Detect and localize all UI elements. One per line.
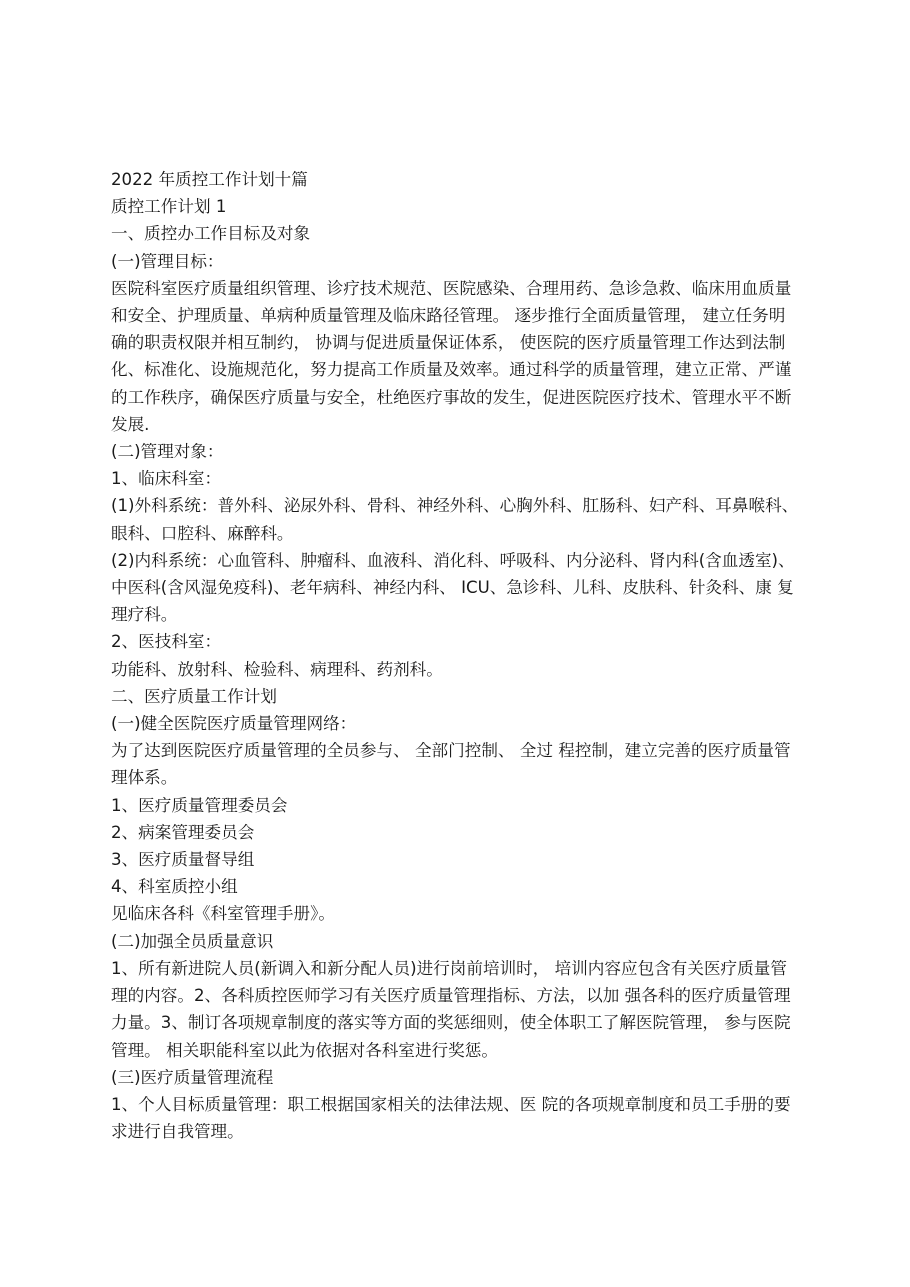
section-heading: 质控工作计划 1 bbox=[111, 197, 227, 217]
paragraph: 医院科室医疗质量组织管理、诊疗技术规范、医院感染、合理用药、急诊急救、临床用血质量和安全、护理质量、单病种质量管理及临床路径管理。 逐步推行全面质量管理， 建立任务明确的职责权限并相互制约， 协调与促进质量保证体系， 使医院的医疗质量管理工作达到法制化、标准化、设施规范化，努力提高工作质量及效率。通过科学的质量管理，建立正常、严谨的工作秩序，确保医疗质量与安全，杜绝医疗事故的发生，促进医院医疗技术、管理水平不断发展. bbox=[111, 278, 792, 434]
subsection-heading: (二)加强全员质量意识 bbox=[111, 931, 274, 951]
list-item: 2、病案管理委员会 bbox=[111, 822, 255, 842]
list-item: 1、临床科室： bbox=[111, 469, 222, 489]
section-heading: 二、医疗质量工作计划 bbox=[111, 686, 277, 706]
subsection-heading: (二)管理对象： bbox=[111, 442, 224, 462]
paragraph: 见临床各科《科室管理手册》。 bbox=[111, 904, 336, 924]
document-page bbox=[111, 166, 801, 1145]
document-title: 2022 年质控工作计划十篇 bbox=[111, 170, 308, 189]
paragraph: 为了达到医院医疗质量管理的全员参与、 全部门控制、 全过 程控制，建立完善的医疗质量管理体系。 bbox=[111, 741, 791, 788]
list-item: 1、医疗质量管理委员会 bbox=[111, 795, 288, 815]
subsection-heading: (一)健全医院医疗质量管理网络： bbox=[111, 714, 357, 734]
subsection-heading: (一)管理目标： bbox=[111, 251, 224, 271]
subsection-heading: (三)医疗质量管理流程 bbox=[111, 1067, 274, 1087]
paragraph: 1、所有新进院人员(新调入和新分配人员)进行岗前培训时， 培训内容应包含有关医疗质量管理的内容。2、各科质控医师学习有关医疗质量管理指标、方法，以加 强各科的医疗质量管理力量。3、制订各项规章制度的落实等方面的奖惩细则，使全体职工了解医院管理， 参与医院管理。 相关职能科室以此为依据对各科室进行奖惩。 bbox=[111, 958, 791, 1060]
list-item: 4、科室质控小组 bbox=[111, 877, 238, 897]
list-item: 2、医技科室： bbox=[111, 632, 222, 652]
list-item: 3、医疗质量督导组 bbox=[111, 850, 255, 870]
paragraph: 1、个人目标质量管理：职工根据国家相关的法律法规、医 院的各项规章制度和员工手册的要求进行自我管理。 bbox=[111, 1094, 791, 1142]
paragraph: 功能科、放射科、检验科、病理科、药剂科。 bbox=[111, 659, 443, 679]
paragraph: (1)外科系统：普外科、泌尿外科、骨科、神经外科、心胸外科、肛肠科、妇产科、耳鼻喉科、眼科、口腔科、麻醉科。 bbox=[111, 496, 799, 543]
paragraph: (2)内科系统：心血管科、肿瘤科、血液科、消化科、呼吸科、内分泌科、肾内科(含血透室)、中医科(含风湿免疫科)、老年病科、神经内科、 ICU、急诊科、儿科、皮肤科、针灸科、康 复理疗科。 bbox=[111, 550, 795, 625]
section-heading: 一、质控办工作目标及对象 bbox=[111, 224, 311, 244]
